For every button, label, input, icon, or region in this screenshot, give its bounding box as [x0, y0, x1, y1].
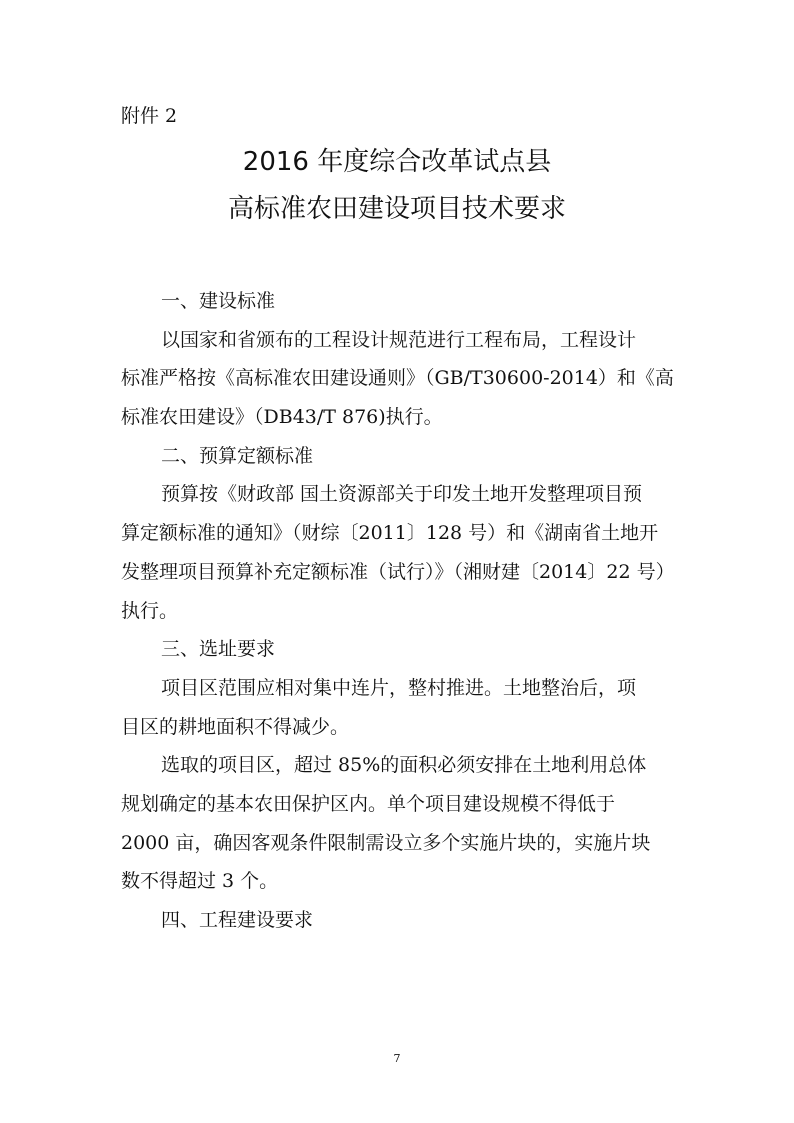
- paragraph-line: 标准严格按《高标准农田建设通则》（GB/T30600-2014）和《高: [121, 367, 674, 390]
- paragraph-line: 选取的项目区，超过 85%的面积必须安排在土地利用总体: [161, 754, 647, 777]
- section-heading: 二、预算定额标准: [161, 444, 314, 467]
- document-body: [121, 282, 679, 940]
- paragraph-line: 发整理项目预算补充定额标准（试行）》（湘财建〔2014〕22 号）: [121, 560, 675, 583]
- paragraph-line: 数不得超过 3 个。: [121, 870, 279, 893]
- paragraph-line: 算定额标准的通知》（财综〔2011〕128 号）和《湖南省土地开: [121, 522, 659, 545]
- paragraph-line: 执行。: [121, 599, 179, 622]
- paragraph-line: 标准农田建设》（DB43/T 876)执行。: [121, 406, 443, 429]
- section-heading: 一、建设标准: [161, 290, 276, 312]
- page-number: 7: [393, 1052, 401, 1065]
- document-title-line-2: 高标准农田建设项目技术要求: [227, 194, 566, 224]
- paragraph-line: 规划确定的基本农田保护区内。单个项目建设规模不得低于: [121, 792, 616, 815]
- paragraph-line: 预算按《财政部 国土资源部关于印发土地开发整理项目预: [161, 483, 643, 506]
- document-title-line-1: 2016 年度综合改革试点县: [242, 147, 552, 177]
- attachment-label: 附件 2: [121, 105, 178, 127]
- paragraph-line: 项目区范围应相对集中连片，整村推进。土地整治后，项: [161, 676, 637, 699]
- paragraph-line: 2000 亩，确因客观条件限制需设立多个实施片块的，实施片块: [121, 831, 651, 854]
- section-heading: 三、选址要求: [161, 638, 276, 661]
- section-heading: 四、工程建设要求: [161, 909, 314, 931]
- paragraph-line: 目区的耕地面积不得减少。: [121, 715, 350, 738]
- paragraph-line: 以国家和省颁布的工程设计规范进行工程布局，工程设计: [161, 328, 637, 351]
